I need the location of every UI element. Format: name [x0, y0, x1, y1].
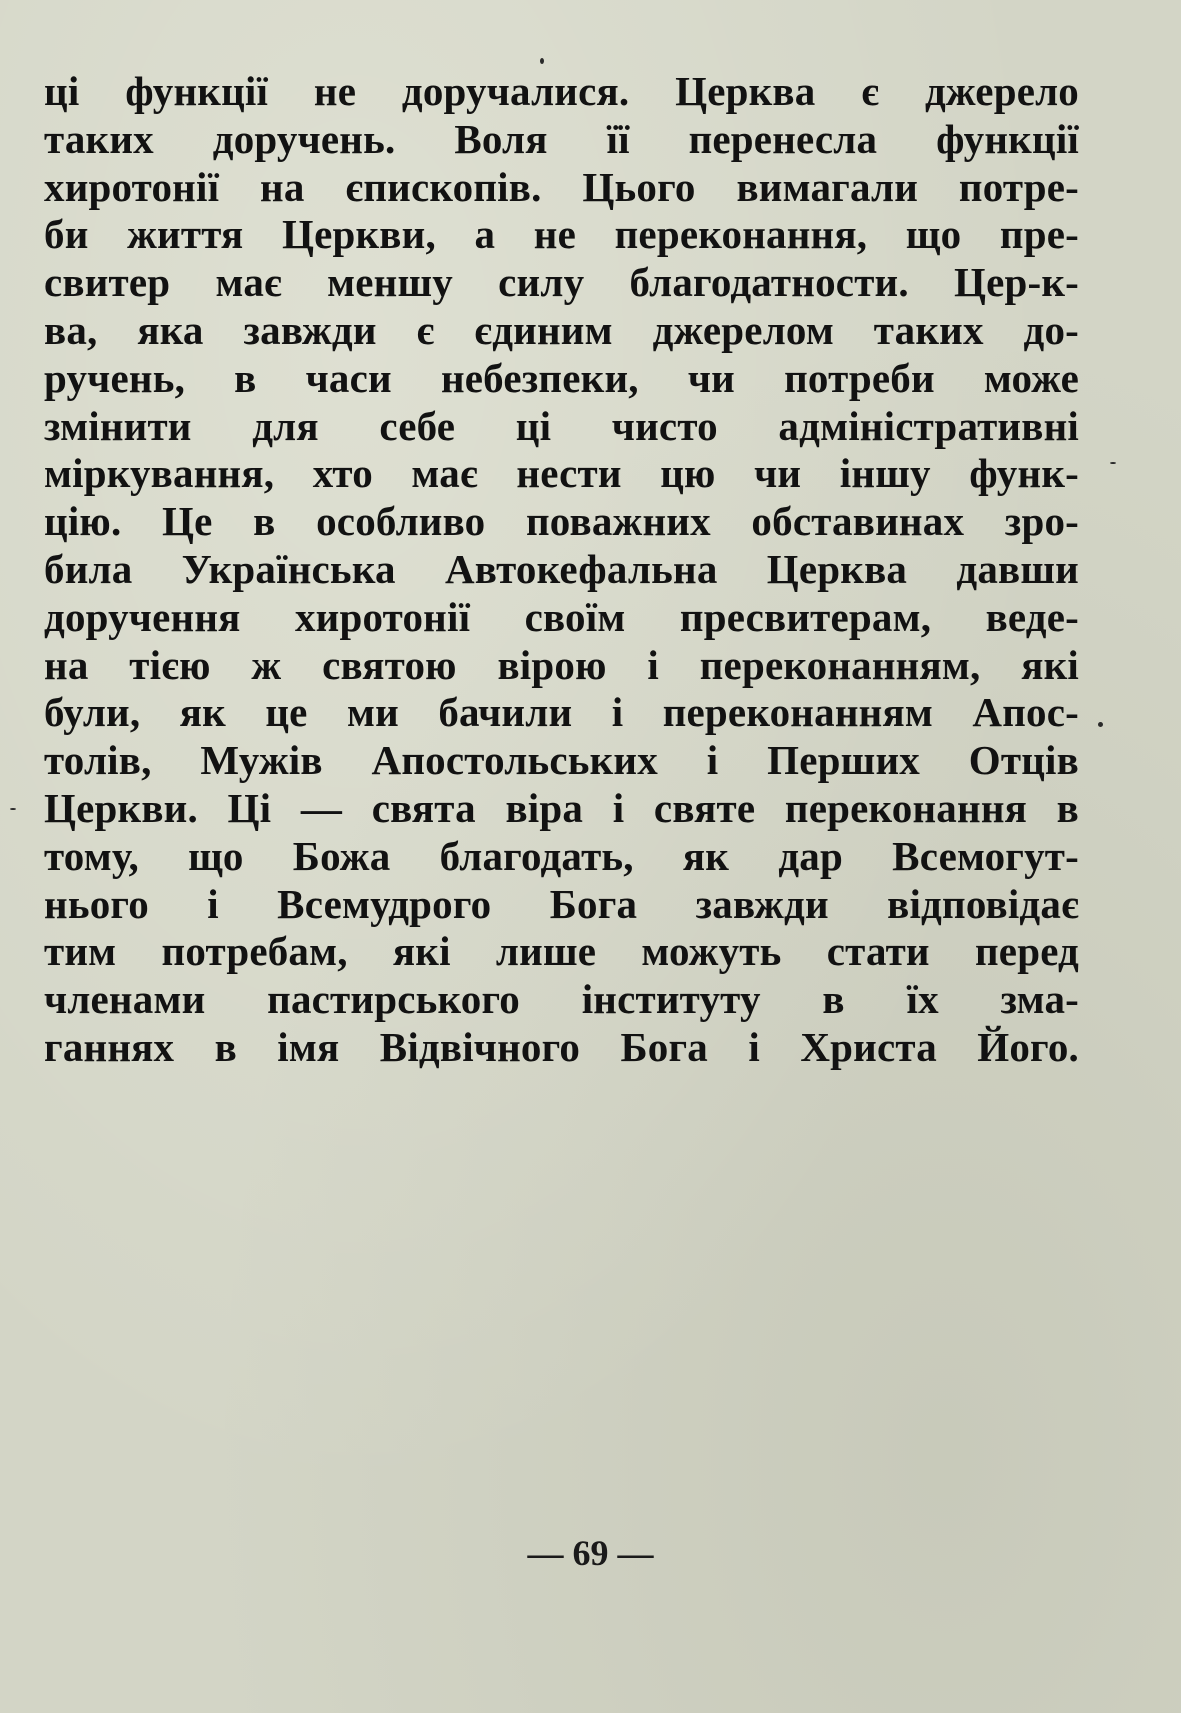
text-line: ганнях в імя Відвічного Бога і Христа Його. — [44, 1023, 1079, 1070]
text-line: тому, що Божа благодать, як дар Всемогут- — [44, 832, 1079, 879]
text-line: би життя Церкви, а не переконання, що пре- — [44, 211, 1079, 258]
text-line: членами пастирського інституту в їх зма- — [44, 976, 1079, 1023]
print-speck — [540, 58, 544, 64]
text-line: на тією ж святою вірою і переконанням, які — [44, 641, 1079, 688]
text-line: ці функції не доручалися. Церква є джерело — [44, 68, 1079, 114]
text-line: змінити для себе ці чисто адміністративні — [44, 402, 1079, 449]
text-line: ва, яка завжди є єдиним джерелом таких до- — [44, 306, 1079, 353]
body-text — [44, 68, 1079, 1072]
text-line: таких доручень. Воля її перенесла функції — [44, 115, 1079, 162]
print-speck — [10, 808, 16, 810]
text-line: цію. Це в особливо поважних обставинах зро- — [44, 498, 1079, 545]
text-line: тим потребам, які лише можуть стати перед — [44, 928, 1079, 975]
text-line: хиротонії на єпископів. Цього вимагали потре- — [44, 163, 1079, 210]
text-line: були, як це ми бачили і переконанням Апос- — [44, 689, 1079, 736]
text-line: нього і Всемудрого Бога завжди відповідає — [44, 880, 1079, 927]
text-line: свитер має меншу силу благодатности. Цер-к- — [44, 259, 1079, 306]
page-number: — 69 — — [527, 1533, 654, 1573]
text-line: ручень, в часи небезпеки, чи потреби може — [44, 354, 1079, 401]
text-line: міркування, хто має нести цю чи іншу функ- — [44, 450, 1079, 497]
text-line: толів, Мужів Апостольських і Перших Отців — [44, 737, 1079, 784]
text-line: Церкви. Ці — свята віра і святе переконання в — [44, 784, 1079, 831]
print-speck — [1098, 722, 1103, 727]
print-speck — [1110, 462, 1116, 464]
text-line: доручення хиротонії своїм пресвитерам, веде- — [44, 593, 1079, 640]
text-line: била Українська Автокефальна Церква давши — [44, 545, 1079, 592]
